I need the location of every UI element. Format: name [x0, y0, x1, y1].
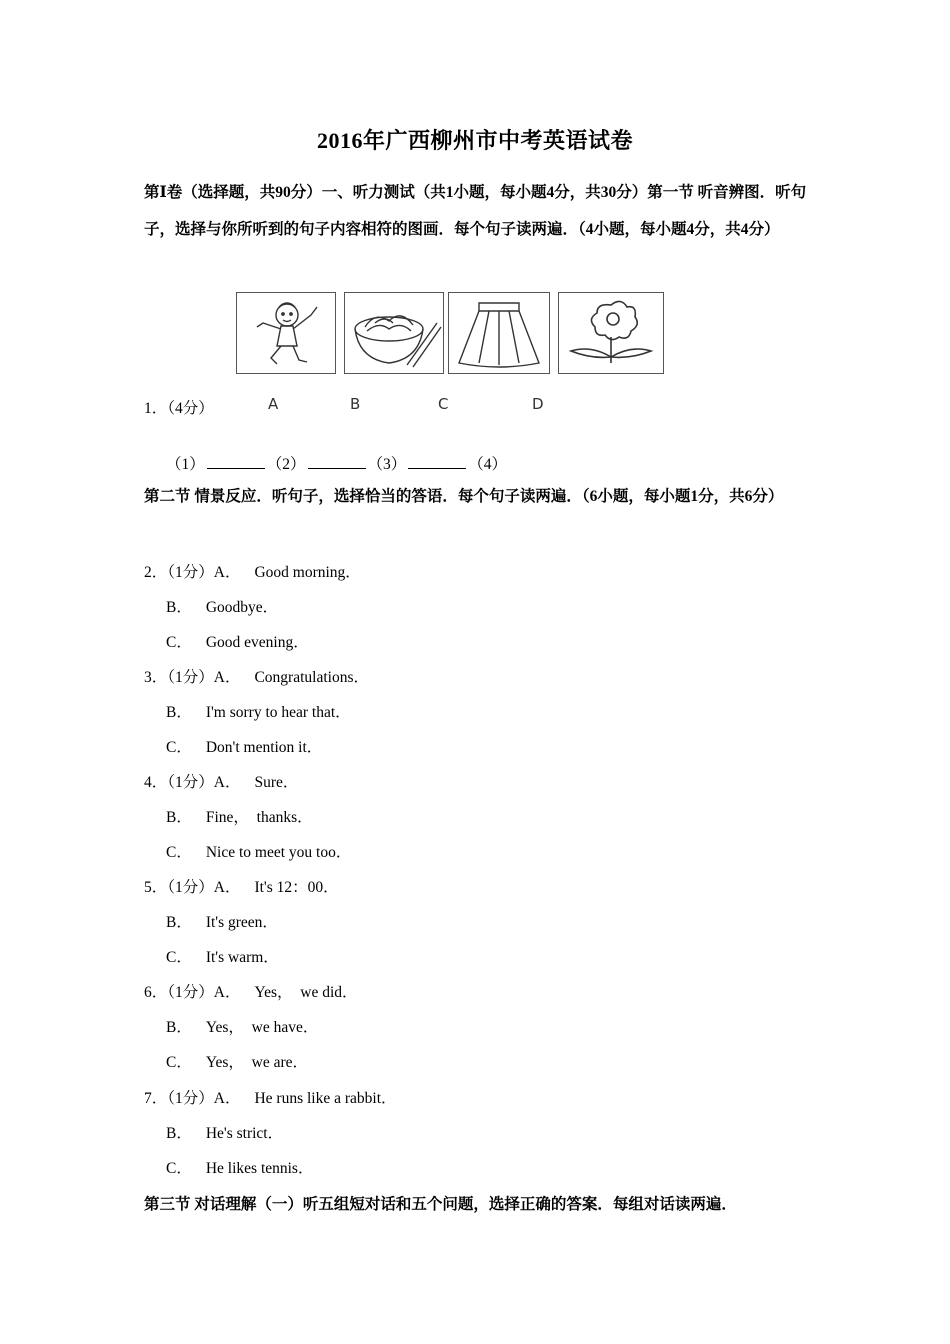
- picture-c-skirt: [448, 292, 550, 374]
- question-7-option-a[interactable]: He runs like a rabbit．: [254, 1090, 397, 1107]
- question-7-option-b: He's strict．: [205, 1125, 284, 1142]
- question-2-option-b-row[interactable]: [166, 595, 278, 617]
- question-4-option-c-row[interactable]: [166, 840, 351, 862]
- picture-b-noodles: [344, 292, 444, 374]
- option-b-label: B．: [166, 1019, 192, 1036]
- picture-options: [236, 292, 666, 374]
- question-3-option-a[interactable]: Congratulations．: [254, 669, 369, 686]
- option-c-label: C．: [166, 739, 192, 756]
- section1-instructions: 第Ⅰ卷（选择题，共90分）一、听力测试（共1小题，每小题4分，共30分）第一节 听音辨图．听句子，选择与你所听到的句子内容相符的图画．每个句子读两遍．（4小题，每小题4分，共4分）: [144, 184, 807, 238]
- option-c-label: C．: [166, 634, 192, 651]
- dancing-boy-icon: [237, 293, 335, 373]
- blank-1-label: （1）: [166, 456, 205, 473]
- question-2-option-c: Good evening．: [205, 634, 309, 651]
- option-b-label: B．: [166, 1125, 192, 1142]
- question-4-option-a[interactable]: Sure．: [254, 774, 299, 791]
- picture-label-b: B: [350, 395, 361, 413]
- question-2-option-a[interactable]: Good morning．: [254, 564, 361, 581]
- picture-label-a: A: [268, 395, 279, 413]
- question-2: [144, 560, 361, 582]
- question-3-option-c: Don't mention it．: [205, 739, 323, 756]
- option-c-label: C．: [166, 844, 192, 861]
- question-4-label: 4．（1分）A．: [144, 774, 241, 791]
- question-3-option-b-row[interactable]: [166, 700, 351, 722]
- question-3-option-b: I'm sorry to hear that．: [205, 704, 351, 721]
- question-4-option-b-row[interactable]: [166, 805, 313, 827]
- question-7-option-b-row[interactable]: [166, 1121, 283, 1143]
- skirt-icon: [449, 293, 549, 373]
- question-7-option-c: He likes tennis．: [205, 1160, 314, 1177]
- question-5-label: 5．（1分）A．: [144, 879, 241, 896]
- picture-label-d: D: [532, 395, 544, 413]
- option-b-label: B．: [166, 914, 192, 931]
- question-5-option-b: It's green．: [205, 914, 278, 931]
- question-6-option-a[interactable]: Yes， we did．: [254, 984, 358, 1001]
- question-2-option-b: Goodbye．: [205, 599, 279, 616]
- blank-3-label: （3）: [367, 456, 407, 473]
- question-6: [144, 980, 358, 1002]
- question-4: [144, 770, 298, 792]
- question-5: [144, 875, 339, 897]
- noodle-bowl-icon: [345, 293, 443, 373]
- question-6-option-c-row[interactable]: [166, 1050, 308, 1072]
- answer-blank-3[interactable]: [408, 454, 466, 469]
- option-c-label: C．: [166, 949, 192, 966]
- question-4-option-b: Fine， thanks．: [205, 809, 313, 826]
- question-7-option-c-row[interactable]: [166, 1156, 313, 1178]
- question-5-option-b-row[interactable]: [166, 910, 278, 932]
- question-6-option-c: Yes， we are．: [205, 1054, 309, 1071]
- answer-blanks-row: [166, 452, 507, 474]
- blank-2-label: （2）: [266, 456, 306, 473]
- picture-label-c: C: [438, 395, 449, 413]
- question-2-option-c-row[interactable]: [166, 630, 309, 652]
- question-5-option-c: It's warm．: [205, 949, 279, 966]
- picture-a-boy: [236, 292, 336, 374]
- answer-blank-2[interactable]: [308, 454, 366, 469]
- question-4-option-c: Nice to meet you too．: [205, 844, 352, 861]
- section2-instructions: 第二节 情景反应．听句子，选择恰当的答语．每个句子读两遍．（6小题，每小题1分，共6分）: [144, 488, 784, 505]
- question-5-option-c-row[interactable]: [166, 945, 279, 967]
- option-b-label: B．: [166, 809, 192, 826]
- option-b-label: B．: [166, 599, 192, 616]
- question-3-option-c-row[interactable]: [166, 735, 322, 757]
- picture-d-flower: [558, 292, 664, 374]
- question-7-label: 7．（1分）A．: [144, 1090, 241, 1107]
- option-c-label: C．: [166, 1054, 192, 1071]
- answer-blank-1[interactable]: [207, 454, 265, 469]
- option-c-label: C．: [166, 1160, 192, 1177]
- question-6-option-b: Yes， we have．: [205, 1019, 319, 1036]
- question-3-label: 3．（1分）A．: [144, 669, 241, 686]
- blank-4-label: （4）: [468, 456, 508, 473]
- question-5-option-a[interactable]: It's 12：00．: [254, 879, 339, 896]
- question-7: [144, 1086, 397, 1108]
- question-6-label: 6．（1分）A．: [144, 984, 241, 1001]
- section3-instructions: 第三节 对话理解（一）听五组短对话和五个问题，选择正确的答案．每组对话读两遍．: [144, 1196, 737, 1213]
- question-2-label: 2．（1分）A．: [144, 564, 241, 581]
- flower-icon: [559, 293, 663, 373]
- question-1-label: 1．（4分）: [144, 400, 214, 417]
- option-b-label: B．: [166, 704, 192, 721]
- question-3: [144, 665, 369, 687]
- page-title: 2016年广西柳州市中考英语试卷: [316, 128, 633, 153]
- question-6-option-b-row[interactable]: [166, 1015, 318, 1037]
